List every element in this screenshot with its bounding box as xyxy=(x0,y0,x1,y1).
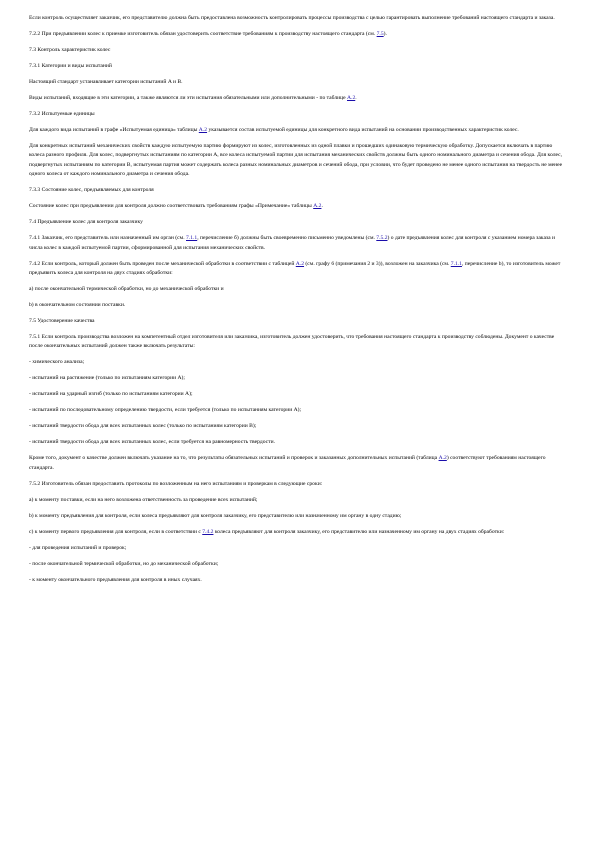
list-item-rim-hardness-uniformity: - испытаний твердости обода для всех испытанных колес, если требуется на равномерность твердости. xyxy=(29,439,275,446)
clause-7-5-1: 7.5.1 Если контроль производства возложен на компетентный отдел изготовителя или заказчика, изготовитель должен удостоверить, что требования настоящего стандарта к производству соблюдены. Документ о качестве после окончательных испытаний должен также включать результаты: xyxy=(29,334,555,350)
paragraph-inspection-by-customer: Если контроль осуществляет заказчик, его представителю должна быть предоставлена возможность контролировать процессы производства с целью гарантировать выполнение требований настоящего стандарта и заказа. xyxy=(29,15,555,21)
paragraph-test-categories: Настоящий стандарт устанавливает категории испытаний A и B. xyxy=(29,79,183,85)
list-item-at-delivery: a) к моменту поставки, если на него возложена ответственность за проведение всех испытаний; xyxy=(29,496,258,503)
heading-7-3-2: 7.3.2 Испытуемые единицы xyxy=(29,111,95,117)
link-7-1-1[interactable]: 7.1.1 xyxy=(186,235,198,242)
list-item-hardness-sequential: - испытаний по последовательному определению твердости, если требуется (только по испытаниям категории A); xyxy=(29,407,302,414)
link-table-a2[interactable]: А.2 xyxy=(347,95,356,101)
heading-7-5: 7.5 Удостоверение качества xyxy=(29,318,95,325)
list-item-stage-a: a) после окончательной термической обработки, но до механической обработки и xyxy=(29,286,224,293)
heading-7-3: 7.3 Контроль характеристик колес xyxy=(29,47,111,53)
clause-7-5-2: 7.5.2 Изготовитель обязан предоставить протоколы по возложенным на него испытаниям и проверкам в следующие сроки: xyxy=(29,480,323,487)
clause-7-4-2: 7.4.2 Если контроль, который должен быть проведен после механической обработки в соответствии с таблицей А.2 (см. графу 6 (примечания 2 и 3)), возложен на заказчика (см. 7.1.1, перечисление b), то изготовитель может предъявить колеса для контроля на двух стадиях обработки: xyxy=(29,260,561,277)
paragraph-wheel-condition: Состояние колес при предъявлении для контроля должно соответствовать требованиям графы «Примечание» таблицы А.2. xyxy=(29,203,323,210)
link-7-5-2[interactable]: 7.5.2 xyxy=(376,235,388,242)
list-item-final-presentation: - к моменту окончательного предъявления для контроля в иных случаях. xyxy=(29,576,202,583)
list-item-rim-hardness-b: - испытаний твердости обода для всех испытанных колес (только по испытаниям категории B); xyxy=(29,423,257,430)
heading-7-4: 7.4 Предъявление колес для контроля заказчику xyxy=(29,219,143,226)
list-item-for-tests: - для проведения испытаний и проверок; xyxy=(29,544,127,551)
document-body xyxy=(29,14,564,592)
link-7-4-2[interactable]: 7.4.2 xyxy=(202,528,214,535)
list-item-impact-tests: - испытаний на ударный изгиб (только по испытаниям категории A); xyxy=(29,391,193,398)
list-item-tensile-tests: - испытаний на растяжение (только по испытаниям категории A); xyxy=(29,375,185,382)
link-table-a2[interactable]: А.2 xyxy=(295,260,305,267)
link-table-a2[interactable]: А.2 xyxy=(313,203,322,210)
paragraph-test-batches: Для конкретных испытаний механических свойств каждую испытуемую партию формируют из колес, изготовленных из одной плавки и прошедших одинаковую термическую обработку. Допускается включать в партию колеса разного профиля. Для колес, подвергнутых испытаниям по категории A, все колеса испытуемой партии для испытания механических свойств должны быть одного номинального диаметра и сечения обода. Для колес, подвергнутых испытаниям по категории B, испытуемая партия может содержать колеса разных номинальных диаметров и сечений обода, при условии, что будет проведено не менее одного испытания на твердость не менее одного колеса от каждого номинального диаметра и сечения обода. xyxy=(29,143,563,178)
link-table-a2[interactable]: А.2 xyxy=(438,455,447,462)
link-table-a2[interactable]: А.2 xyxy=(198,127,208,133)
heading-7-3-3: 7.3.3 Состояние колес, предъявляемых для контроля xyxy=(29,187,154,194)
list-item-after-heat-treatment: - после окончательной термической обработки, но до механической обработки; xyxy=(29,560,219,567)
link-7-1-1[interactable]: 7.1.1 xyxy=(450,260,462,267)
clause-7-2-2: 7.2.2 При предъявлении колес к приемке изготовитель обязан удостоверить соответствие требованиям к производству настоящего стандарта (см. 7.5). xyxy=(29,31,387,37)
list-item-two-stages: c) к моменту первого предъявления для контроля, если в соответствии с 7.4.2 колеса предъявляют для контроля заказчику, его представителю или назначенному им органу на двух стадиях обработки: xyxy=(29,528,505,535)
link-7-5[interactable]: 7.5 xyxy=(376,31,384,37)
paragraph-quality-document: Кроме того, документ о качестве должен включать указание на то, что результаты обязательных испытаний и проверок и заказанных дополнительных испытаний (таблица А.2) соответствуют требованиям настоящего стандарта. xyxy=(29,455,546,471)
paragraph-test-unit: Для каждого вида испытаний в графе «Испытуемая единица» таблицы А.2 указывается состав испытуемой единицы для конкретного вида испытаний на основании производственных характеристик колес. xyxy=(29,127,519,133)
list-item-chemical-analysis: - химического анализа; xyxy=(29,359,85,366)
list-item-stage-b: b) в окончательном состоянии поставки. xyxy=(29,302,126,309)
paragraph-test-types: Виды испытаний, входящие в эти категории, а также являются ли эти испытания обязательными или дополнительными - по таблице А.2. xyxy=(29,95,357,101)
clause-7-4-1: 7.4.1 Заказчик, его представитель или назначенный им орган (см. 7.1.1, перечисление б) должны быть своевременно письменно уведомлены (см. 7.5.2) о дате предъявления колес для контроля с указанием номера заказа и числа колес в каждой испытуемой партии, сформированной для испытания механических свойств. xyxy=(29,235,556,251)
list-item-single-stage: b) к моменту предъявления для контроля, если колеса предъявляют для контроля заказчику, его представителю или назначенному им органу в одну стадию; xyxy=(29,512,402,519)
heading-7-3-1: 7.3.1 Категории и виды испытаний xyxy=(29,63,112,69)
